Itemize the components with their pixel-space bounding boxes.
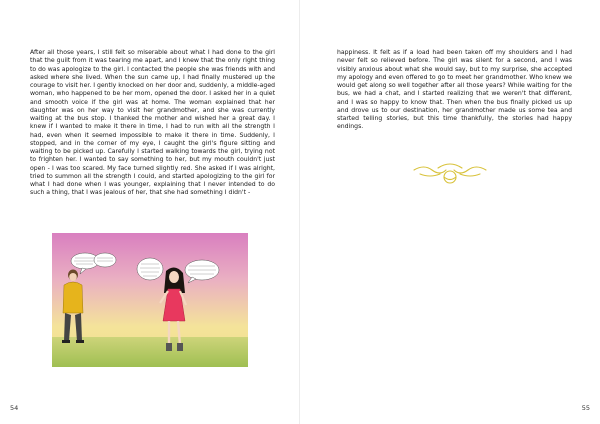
page-number-right: 55 (581, 404, 590, 412)
right-page-paragraph: happiness. It felt as if a load had been taken off my shoulders and I had never felt so relieved before. The girl was silent for a second, and I was visibly anxious about what she would say, but to my surprise, she accepted my apology and even offered to go to meet her grandmother. Who knew we would get along so well together after all those years? While waiting for the bus, we had a chat, and I started realizing that we weren't that different, and I was so happy to know that. Then when the bus finally picked us up and drove us to our destination, her grandmother made us some tea and started telling stories, but this time thankfully, the stories had happy endings. (337, 49, 572, 131)
ornament-flourish-icon (410, 158, 490, 186)
right-page (300, 0, 600, 424)
speech-bubble-boy-2 (94, 253, 116, 267)
speech-bubble-girl-1 (137, 258, 163, 280)
story-illustration (52, 233, 248, 367)
left-page-paragraph: After all those years, I still felt so miserable about what I had done to the girl that the guilt from it was tearing me apart, and I knew that the only right thing to do was apologize to the girl. I contacted the people she was friends with and asked where she lived. When the sun came up, I had finally mustered up the courage to visit her. I gently knocked on her door and, suddenly, a middle-aged woman, who happened to be her mom, opened the door. I asked her in a quiet and smooth voice if the girl was at home. The woman explained that her daughter was on her way to visit her grandmother, and she was currently waiting at the bus stop. I thanked the mother and wished her a great day. I knew if I wanted to make it there in time, I had to run with all the strength I had, even when it seemed impossible to make it there in time. Suddenly, I stopped, and in the corner of my eye, I caught the girl's figure sitting and waiting to be picked up. Carefully I started walking towards the girl, trying not to frighten her. I wanted to say something to her, but my mouth couldn't just open - I was too scared. My face turned slightly red. She asked if I was alright, tried to summon all the strength I could, and started apologizing to the girl for what I had done when I was younger, explaining that I never intended to do such a thing, that I was jealous of her, that she had something I didn't - (30, 49, 275, 197)
page-number-left: 54 (10, 404, 19, 412)
